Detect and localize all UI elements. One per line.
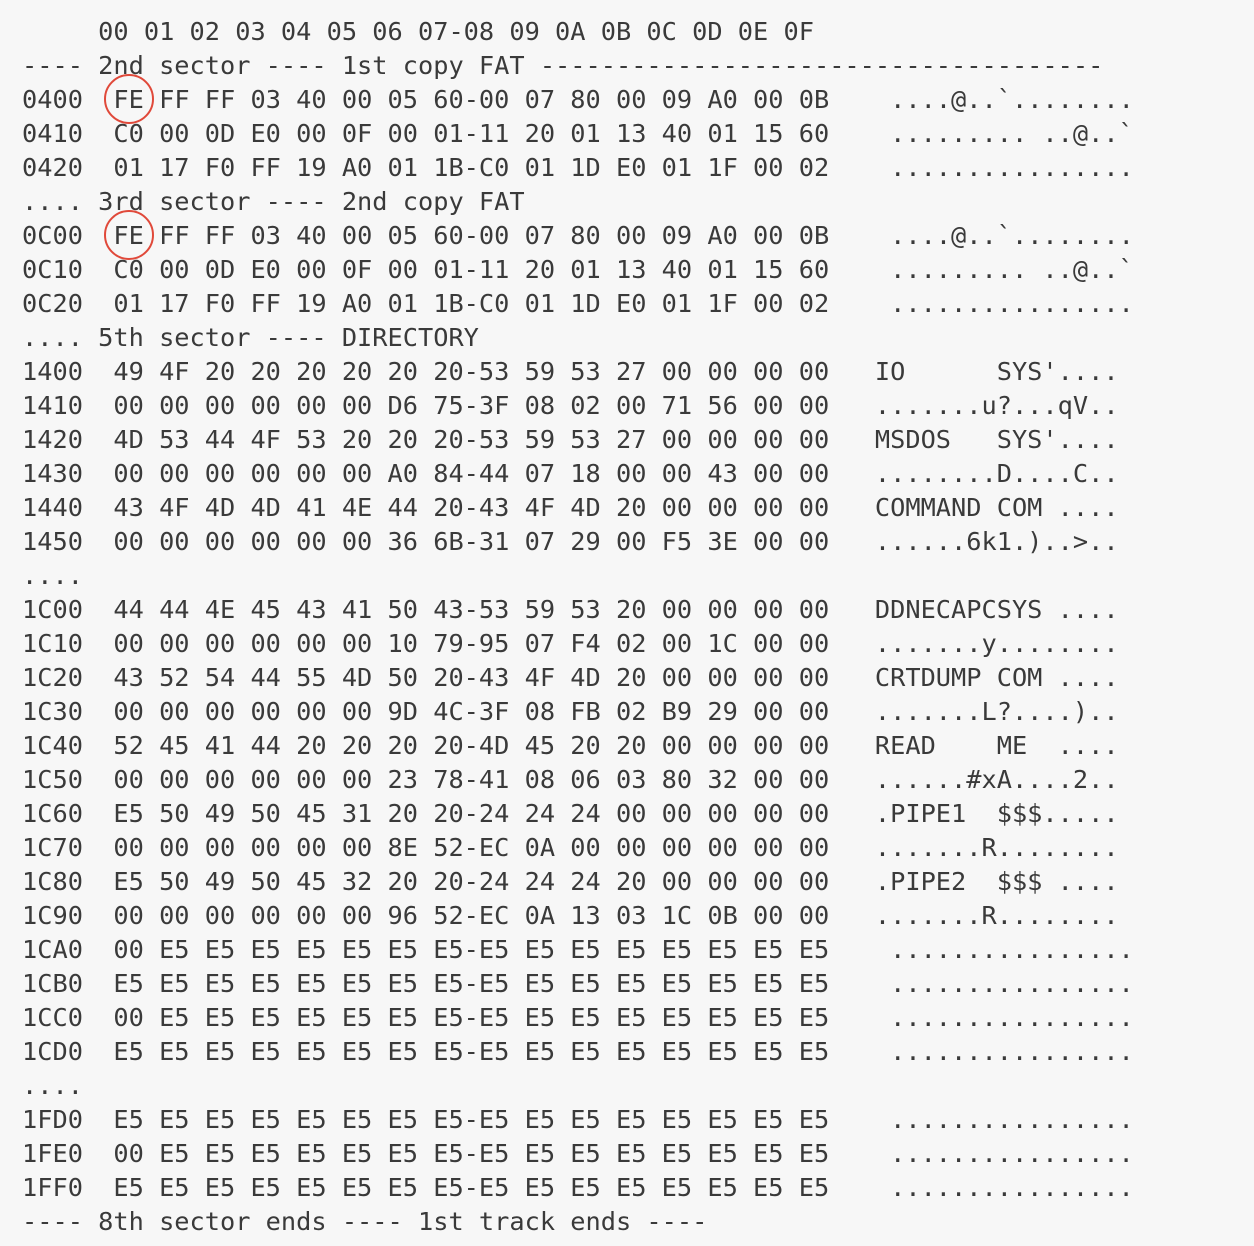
- dump-line: .... 5th sector ---- DIRECTORY: [22, 323, 479, 352]
- dump-line: 1C50 00 00 00 00 00 00 23 78-41 08 06 03 80 32 00 00 ......#xA....2..: [22, 765, 1119, 794]
- dump-line: 1FD0 E5 E5 E5 E5 E5 E5 E5 E5-E5 E5 E5 E5 E5 E5 E5 E5 ................: [22, 1105, 1134, 1134]
- dump-line: 1C30 00 00 00 00 00 00 9D 4C-3F 08 FB 02 B9 29 00 00 .......L?....)..: [22, 697, 1119, 726]
- dump-line: 1CC0 00 E5 E5 E5 E5 E5 E5 E5-E5 E5 E5 E5 E5 E5 E5 E5 ................: [22, 1003, 1134, 1032]
- dump-line: 1FF0 E5 E5 E5 E5 E5 E5 E5 E5-E5 E5 E5 E5 E5 E5 E5 E5 ................: [22, 1173, 1134, 1202]
- dump-line: 0410 C0 00 0D E0 00 0F 00 01-11 20 01 13 40 01 15 60 ......... ..@..`: [22, 119, 1134, 148]
- dump-line: 1CD0 E5 E5 E5 E5 E5 E5 E5 E5-E5 E5 E5 E5 E5 E5 E5 E5 ................: [22, 1037, 1134, 1066]
- hex-dump: [22, 15, 1134, 1239]
- dump-line: ---- 8th sector ends ---- 1st track ends ----: [22, 1207, 708, 1236]
- highlighted-media-byte: FE: [113, 83, 143, 117]
- dump-line: 1400 49 4F 20 20 20 20 20 20-53 59 53 27 00 00 00 00 IO SYS'....: [22, 357, 1119, 386]
- highlighted-media-byte: FE: [113, 219, 143, 253]
- dump-line: 1CB0 E5 E5 E5 E5 E5 E5 E5 E5-E5 E5 E5 E5 E5 E5 E5 E5 ................: [22, 969, 1134, 998]
- line-prefix: 0400: [22, 85, 114, 114]
- dump-line: 1CA0 00 E5 E5 E5 E5 E5 E5 E5-E5 E5 E5 E5 E5 E5 E5 E5 ................: [22, 935, 1134, 964]
- dump-line: ....: [22, 1071, 83, 1100]
- dump-line: 1450 00 00 00 00 00 00 36 6B-31 07 29 00 F5 3E 00 00 ......6k1.)..>..: [22, 527, 1119, 556]
- line-prefix: 0C00: [22, 221, 114, 250]
- dump-line: 1C70 00 00 00 00 00 00 8E 52-EC 0A 00 00 00 00 00 00 .......R........: [22, 833, 1119, 862]
- dump-line: 1C20 43 52 54 44 55 4D 50 20-43 4F 4D 20 00 00 00 00 CRTDUMP COM ....: [22, 663, 1119, 692]
- dump-line: 1440 43 4F 4D 4D 41 4E 44 20-43 4F 4D 20 00 00 00 00 COMMAND COM ....: [22, 493, 1119, 522]
- line-suffix: FF FF 03 40 00 05 60-00 07 80 00 09 A0 00 0B ....@..`........: [143, 221, 1134, 250]
- dump-line: ....: [22, 561, 83, 590]
- dump-line: 1C60 E5 50 49 50 45 31 20 20-24 24 24 00 00 00 00 00 .PIPE1 $$$.....: [22, 799, 1119, 828]
- dump-line: 1C40 52 45 41 44 20 20 20 20-4D 45 20 20 00 00 00 00 READ ME ....: [22, 731, 1119, 760]
- dump-line: 1C00 44 44 4E 45 43 41 50 43-53 59 53 20 00 00 00 00 DDNECAPCSYS ....: [22, 595, 1119, 624]
- dump-line: 1430 00 00 00 00 00 00 A0 84-44 07 18 00 00 43 00 00 ........D....C..: [22, 459, 1119, 488]
- dump-line: 1FE0 00 E5 E5 E5 E5 E5 E5 E5-E5 E5 E5 E5 E5 E5 E5 E5 ................: [22, 1139, 1134, 1168]
- dump-line: 1C80 E5 50 49 50 45 32 20 20-24 24 24 20 00 00 00 00 .PIPE2 $$$ ....: [22, 867, 1119, 896]
- dump-line: 0420 01 17 F0 FF 19 A0 01 1B-C0 01 1D E0 01 1F 00 02 ................: [22, 153, 1134, 182]
- dump-line-highlighted: [22, 83, 1134, 117]
- dump-line-highlighted: [22, 219, 1134, 253]
- dump-line: 0C20 01 17 F0 FF 19 A0 01 1B-C0 01 1D E0 01 1F 00 02 ................: [22, 289, 1134, 318]
- dump-line: 0C10 C0 00 0D E0 00 0F 00 01-11 20 01 13 40 01 15 60 ......... ..@..`: [22, 255, 1134, 284]
- line-suffix: FF FF 03 40 00 05 60-00 07 80 00 09 A0 00 0B ....@..`........: [143, 85, 1134, 114]
- dump-line: .... 3rd sector ---- 2nd copy FAT: [22, 187, 525, 216]
- dump-line: 1410 00 00 00 00 00 00 D6 75-3F 08 02 00 71 56 00 00 .......u?...qV..: [22, 391, 1119, 420]
- dump-line: 1420 4D 53 44 4F 53 20 20 20-53 59 53 27 00 00 00 00 MSDOS SYS'....: [22, 425, 1119, 454]
- dump-line: ---- 2nd sector ---- 1st copy FAT -------------------------------------: [22, 51, 1104, 80]
- dump-line: 1C10 00 00 00 00 00 00 10 79-95 07 F4 02 00 1C 00 00 .......y........: [22, 629, 1119, 658]
- dump-line: 00 01 02 03 04 05 06 07-08 09 0A 0B 0C 0D 0E 0F: [22, 17, 814, 46]
- dump-line: 1C90 00 00 00 00 00 00 96 52-EC 0A 13 03 1C 0B 00 00 .......R........: [22, 901, 1119, 930]
